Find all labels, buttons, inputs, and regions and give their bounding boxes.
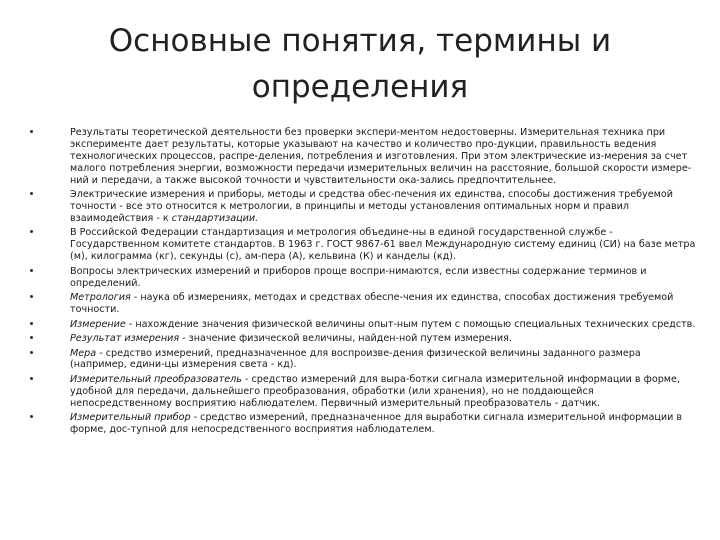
item-term: Мера (70, 347, 97, 359)
bullet-icon (30, 192, 33, 195)
bullet-icon (30, 130, 33, 133)
bullet-icon (30, 269, 33, 272)
list-item (30, 319, 698, 331)
bullet-icon (30, 351, 33, 354)
title-line-2: определения (251, 69, 469, 105)
bullet-list (30, 127, 698, 439)
list-item (30, 412, 698, 436)
item-term: Измерение (70, 318, 126, 330)
item-text: - средство измерений для выра-ботки сигнала измерительной информации в форме, удобной для передачи, дальнейшего преобразования, обработки (или хранения), но не поддающейся непосредственному восприятию наблюдателем. Первичный измерительный преобразователь - датчик. (70, 373, 680, 409)
list-item (30, 292, 698, 316)
list-item (30, 227, 698, 263)
list-item (30, 374, 698, 410)
item-text: - средство измерений, предназначенное для воспроизве-дения физической величины заданного размера (например, едини-цы измерения света - кд). (70, 347, 641, 371)
bullet-icon (30, 377, 33, 380)
bullet-icon (30, 230, 33, 233)
bullet-icon (30, 295, 33, 298)
item-italic-tail: стандартизации. (171, 212, 259, 224)
item-text: Результаты теоретической деятельности без проверки экспери-ментом недостоверны. Измерительная техника при эксперименте дает результаты, которые указывают на качество и количество про-дукции, правильность ведения технологических процессов, распре-деления, потребления и изготовления. При этом электрические из-мерения за счет малого потребления энергии, возможности передачи измерительных величин на расстояние, большой скорости измере-ний и передачи, а также высокой точности и чувствительности ока-зались предпочтительнее. (70, 127, 692, 186)
item-term: Метрология (70, 292, 131, 304)
item-text: В Российской Федерации стандартизация и метрология объедине-ны в единой государственной службе - Государственном комитете стандартов. В 1963 г. ГОСТ 9867-61 ввел Международную систему единиц (СИ) на базе метра (м), килограмма (кг), секунды (с), ам-пера (А), кельвина (К) и канделы (кд). (70, 227, 696, 263)
bullet-icon (30, 322, 33, 325)
item-text: - средство измерений, предназначенное для выработки сигнала измерительной информации в форме, дос-тупной для непосредственного восприятия наблюдателем. (70, 412, 683, 436)
item-term: Результат измерения (70, 333, 180, 345)
list-item (30, 189, 698, 225)
item-text: - нахождение значения физической величины опыт-ным путем с помощью специальных технических средств. (125, 318, 696, 330)
item-text: Электрические измерения и приборы, методы и средства обес-печения их единства, способы достижения требуемой точности - все это относится к метрологии, в принципы и методы установления оптимальных норм и правил взаимодействия - к (70, 189, 673, 224)
item-term: Измерительный прибор (70, 412, 191, 424)
list-item (30, 127, 698, 187)
bullet-icon (30, 415, 33, 418)
list-item (30, 266, 698, 290)
item-text: - наука об измерениях, методах и средствах обеспе-чения их единства, способах достижения требуемой точности. (70, 292, 674, 316)
bullet-icon (30, 336, 33, 339)
list-item (30, 333, 698, 345)
title-line-1: Основные понятия, термины и (108, 23, 612, 59)
page-title (60, 18, 660, 110)
item-text: Вопросы электрических измерений и приборов проще воспри-нимаются, если известны содержание терминов и определений. (70, 265, 647, 289)
item-text: - значение физической величины, найден-ной путем измерения. (179, 333, 512, 345)
item-term: Измерительный преобразователь (70, 373, 242, 385)
list-item (30, 348, 698, 372)
